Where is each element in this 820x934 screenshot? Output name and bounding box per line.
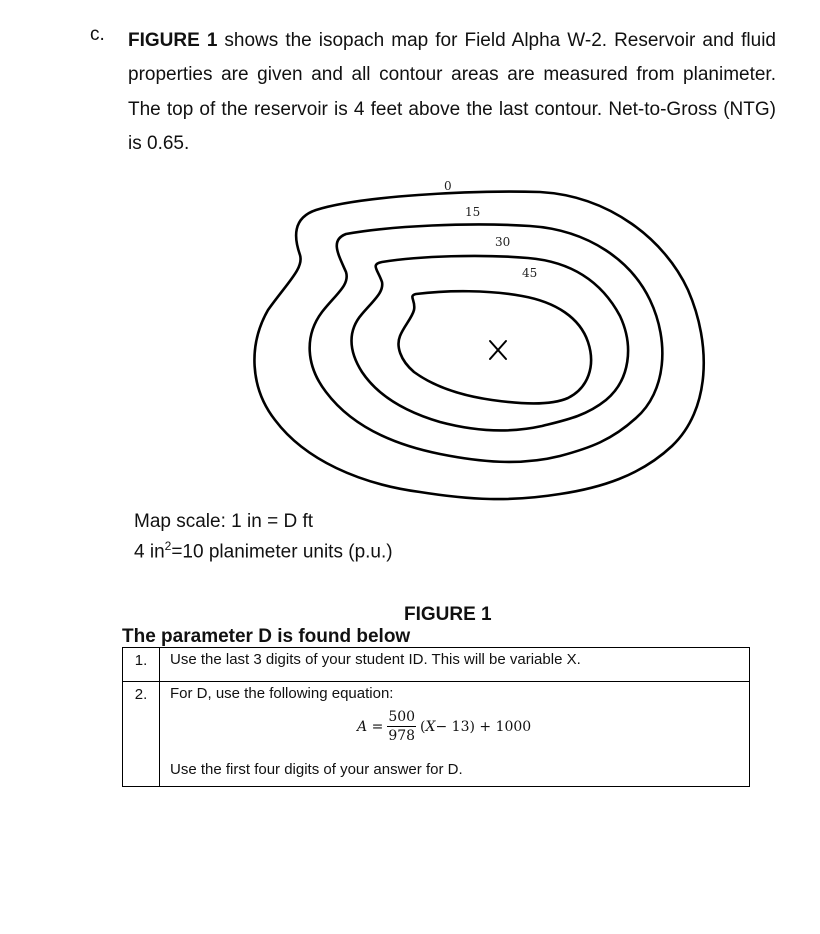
row-number: 2. bbox=[134, 686, 148, 703]
question-label: c. bbox=[90, 24, 105, 45]
map-scale-text: Map scale: 1 in = D ft bbox=[134, 511, 313, 532]
contour-label-15: 15 bbox=[465, 205, 481, 219]
parameter-heading: The parameter D is found below bbox=[122, 626, 411, 647]
figure-reference: FIGURE 1 bbox=[128, 30, 218, 51]
row-number: 1. bbox=[134, 652, 148, 669]
contour-label-45: 45 bbox=[522, 266, 538, 280]
contour-30 bbox=[352, 256, 629, 430]
contour-label-0: 0 bbox=[444, 179, 452, 193]
row-note: Use the first four digits of your answer for D. bbox=[170, 761, 463, 778]
parameter-table bbox=[122, 647, 750, 787]
table-row bbox=[123, 682, 750, 787]
map-legend bbox=[134, 510, 393, 564]
table-row bbox=[123, 648, 750, 682]
row-text: Use the last 3 digits of your student ID. This will be variable X. bbox=[160, 648, 750, 682]
planimeter-text: 4 $in^2=10$ planimeter units (p.u.) bbox=[134, 539, 393, 563]
well-marker-icon bbox=[490, 341, 506, 359]
question-body: shows the isopach map for Field Alpha W-2. Reservoir and fluid properties are given and all contour areas are measured from planimeter. The top of the reservoir is 4 feet above the last contour. Net-to-Gross (NTG) is 0.65. bbox=[128, 30, 776, 154]
equation: A = $\frac{500}{978}$ ( X − 13) + 1000 bbox=[357, 709, 532, 744]
contour-15 bbox=[310, 224, 663, 462]
row-text: For D, use the following equation: bbox=[170, 685, 394, 702]
contour-0 bbox=[254, 192, 703, 499]
figure-caption: FIGURE 1 bbox=[404, 604, 492, 625]
contour-label-30: 30 bbox=[495, 235, 511, 249]
